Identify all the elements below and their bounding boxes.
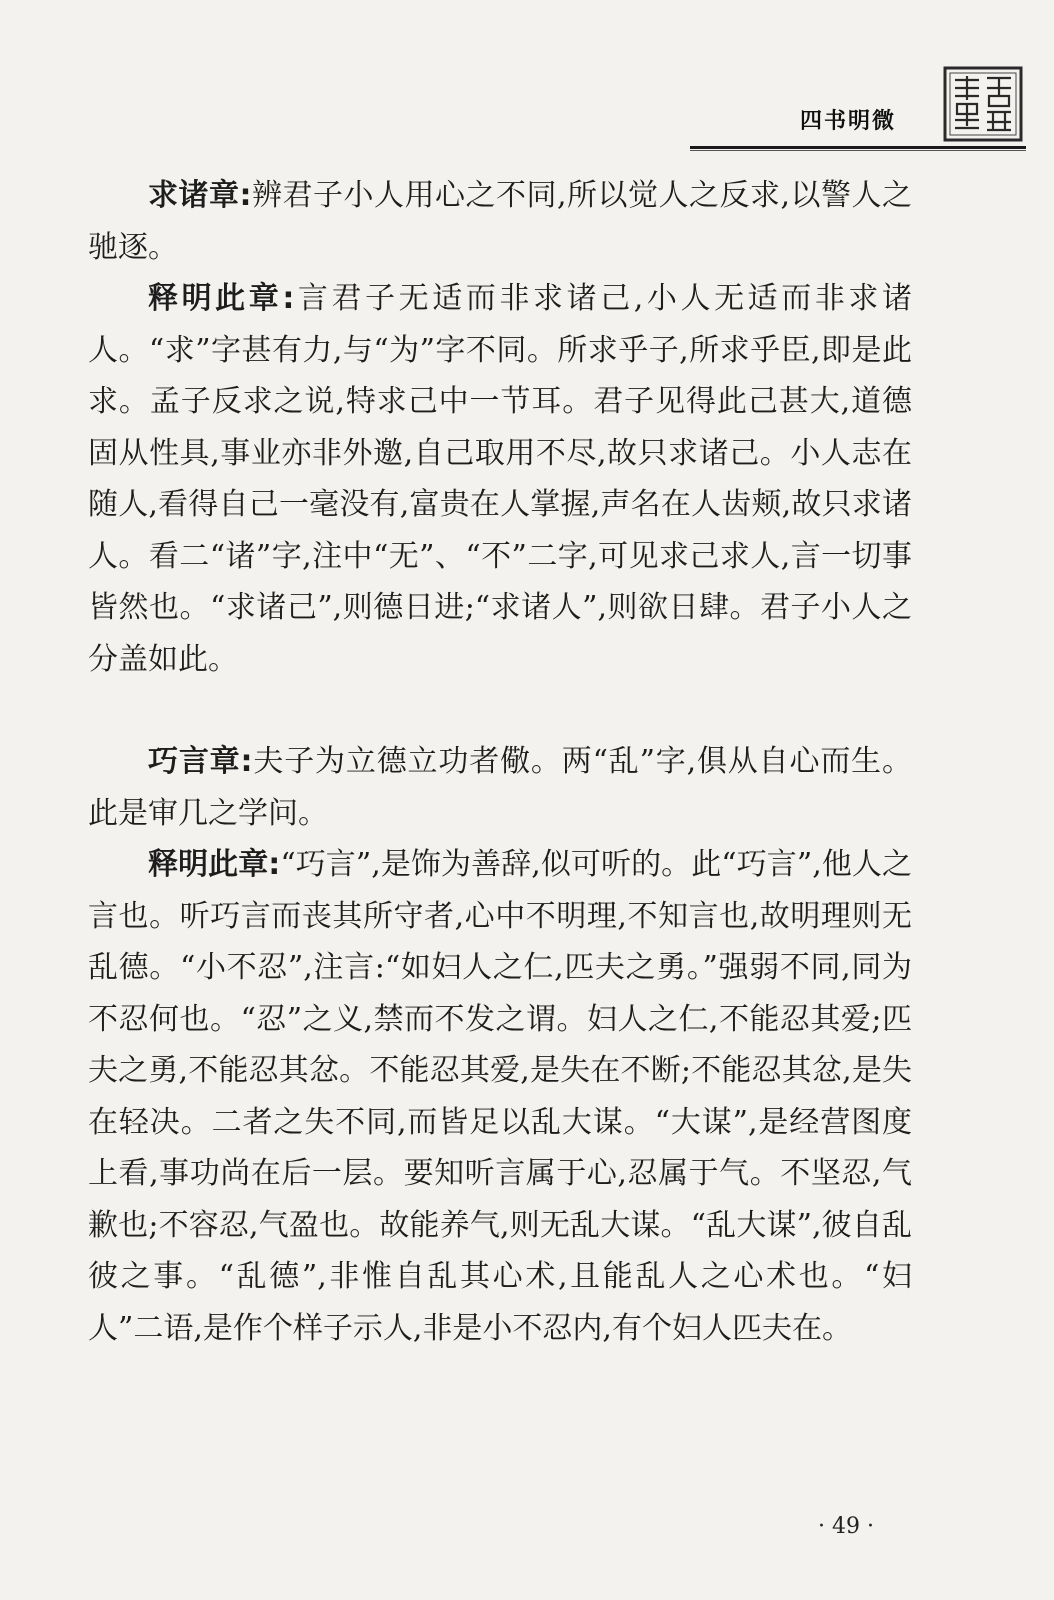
section-2-summary [88, 736, 912, 839]
section-2-explanation [88, 839, 912, 1354]
section-2-summary-label: 巧言章: [148, 744, 253, 779]
seal-stamp-icon [943, 66, 1023, 142]
section-spacer [88, 685, 912, 736]
section-2-explanation-text: “巧言”,是饰为善辞,似可听的。此“巧言”,他人之言也。听巧言而丧其所守者,心中不明理,不知言也,故明理则无乱德。“小不忍”,注言:“如妇人之仁,匹夫之勇。”强弱不同,同为不忍何也。“忍”之义,禁而不发之谓。妇人之仁,不能忍其爱;匹夫之勇,不能忍其忿。不能忍其爱,是失在不断;不能忍其忿,是失在轻决。二者之失不同,而皆足以乱大谋。“大谋”,是经营图度上看,事功尚在后一层。要知听言属于心,忍属于气。不坚忍,气歉也;不容忍,气盈也。故能养气,则无乱大谋。“乱大谋”,彼自乱彼之事。“乱德”,非惟自乱其心术,且能乱人之心术也。“妇人”二语,是作个样子示人,非是小不忍内,有个妇人匹夫在。 [88, 847, 912, 1346]
section-2-summary-text: 夫子为立德立功者儆。两“乱”字,俱从自心而生。此是审几之学问。 [88, 744, 912, 831]
section-1-summary [88, 170, 912, 273]
section-1-explanation-text: 言君子无适而非求诸己,小人无适而非求诸人。“求”字甚有力,与“为”字不同。所求乎子,所求乎臣,即是此求。孟子反求之说,特求己中一节耳。君子见得此己甚大,道德固从性具,事业亦非外邀,自己取用不尽,故只求诸己。小人志在随人,看得自己一毫没有,富贵在人掌握,声名在人齿颊,故只求诸人。看二“诸”字,注中“无”、“不”二字,可见求己求人,言一切事皆然也。“求诸己”,则德日进;“求诸人”,则欲日肆。君子小人之分盖如此。 [88, 281, 912, 677]
section-1-summary-text: 辨君子小人用心之不同,所以觉人之反求,以警人之驰逐。 [88, 178, 913, 265]
section-1-summary-label: 求诸章: [148, 178, 252, 213]
page-number: · 49 · [818, 1514, 874, 1539]
section-1-explanation-label: 释明此章: [148, 281, 295, 316]
section-1-explanation [88, 273, 912, 685]
header-rule-thin [690, 150, 1026, 151]
header-rule [690, 146, 1026, 149]
running-header-title: 四书明微 [800, 109, 897, 134]
section-2-explanation-label: 释明此章: [148, 847, 281, 882]
body-text [88, 170, 912, 1354]
